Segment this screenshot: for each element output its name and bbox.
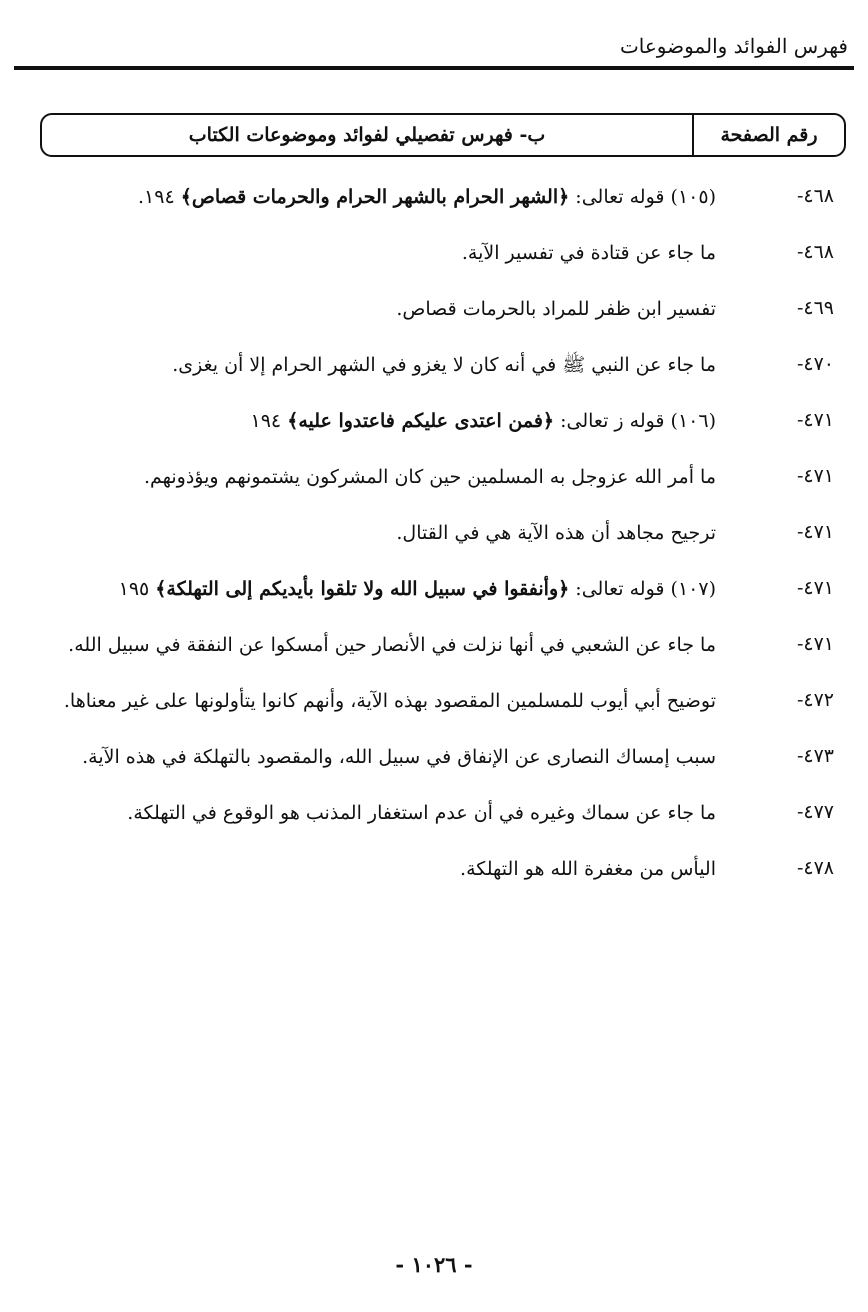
index-table-header (40, 113, 846, 157)
entry-page-ref: ٤٦٨- (796, 241, 834, 263)
index-entry (50, 172, 846, 222)
index-entry (50, 508, 846, 558)
entry-text: ما جاء عن الشعبي في أنها نزلت في الأنصار حين أمسكوا عن النفقة في سبيل الله. (68, 634, 716, 656)
index-entry (50, 732, 846, 782)
verse-quote: ﴿وأنفقوا في سبيل الله ولا تلقوا بأيديكم إلى التهلكة﴾ (155, 578, 570, 600)
entry-page-ref: ٤٧١- (796, 577, 834, 599)
entry-page-ref: ٤٧٨- (796, 857, 834, 879)
entry-text: ما أمر الله عزوجل به المسلمين حين كان المشركون يشتمونهم ويؤذونهم. (143, 466, 716, 488)
index-entries (50, 172, 846, 900)
entry-text: ما جاء عن قتادة في تفسير الآية. (461, 242, 716, 264)
topic-column-header: ب- فهرس تفصيلي لفوائد وموضوعات الكتاب (188, 124, 546, 146)
entry-text: اليأس من مغفرة الله هو التهلكة. (460, 858, 716, 880)
entry-text: توضيح أبي أيوب للمسلمين المقصود بهذه الآية، وأنهم كانوا يتأولونها على غير معناها. (63, 690, 716, 712)
index-entry (50, 284, 846, 334)
entry-text: (١٠٥) قوله تعالى: ﴿الشهر الحرام بالشهر الحرام والحرمات قصاص﴾ ١٩٤. (138, 186, 716, 208)
index-entry (50, 452, 846, 502)
page-column-header: رقم الصفحة (692, 115, 844, 155)
entry-text: (١٠٧) قوله تعالى: ﴿وأنفقوا في سبيل الله ولا تلقوا بأيديكم إلى التهلكة﴾ ١٩٥ (118, 578, 716, 600)
verse-quote: ﴿فمن اعتدى عليكم فاعتدوا عليه﴾ (287, 410, 555, 432)
entry-page-ref: ٤٧٠- (796, 353, 834, 375)
header-rule (14, 66, 854, 70)
running-header: فهرس الفوائد والموضوعات (619, 34, 848, 58)
entry-text: (١٠٦) قوله ز تعالى: ﴿فمن اعتدى عليكم فاعتدوا عليه﴾ ١٩٤ (250, 410, 716, 432)
index-entry (50, 844, 846, 894)
index-entry (50, 564, 846, 614)
entry-page-ref: ٤٦٩- (796, 297, 834, 319)
entry-page-ref: ٤٧١- (796, 633, 834, 655)
index-entry (50, 396, 846, 446)
entry-page-ref: ٤٧١- (796, 521, 834, 543)
index-entry (50, 340, 846, 390)
index-entry (50, 676, 846, 726)
index-entry (50, 228, 846, 278)
entry-page-ref: ٤٧٢- (796, 689, 834, 711)
verse-quote: ﴿الشهر الحرام بالشهر الحرام والحرمات قصاص﴾ (180, 186, 570, 208)
entry-text: سبب إمساك النصارى عن الإنفاق في سبيل الله، والمقصود بالتهلكة في هذه الآية. (82, 746, 716, 768)
entry-text: تفسير ابن ظفر للمراد بالحرمات قصاص. (396, 298, 716, 320)
entry-text: ترجيح مجاهد أن هذه الآية هي في القتال. (396, 522, 716, 544)
index-entry (50, 788, 846, 838)
entry-text: ما جاء عن النبي ﷺ في أنه كان لا يغزو في الشهر الحرام إلا أن يغزى. (172, 354, 716, 376)
page-number: - ١٠٢٦ - (395, 1252, 473, 1277)
entry-page-ref: ٤٧٣- (796, 745, 834, 767)
entry-page-ref: ٤٦٨- (796, 185, 834, 207)
entry-page-ref: ٤٧١- (796, 409, 834, 431)
entry-page-ref: ٤٧١- (796, 465, 834, 487)
index-entry (50, 620, 846, 670)
entry-text: ما جاء عن سماك وغيره في أن عدم استغفار المذنب هو الوقوع في التهلكة. (127, 802, 716, 824)
entry-page-ref: ٤٧٧- (796, 801, 834, 823)
